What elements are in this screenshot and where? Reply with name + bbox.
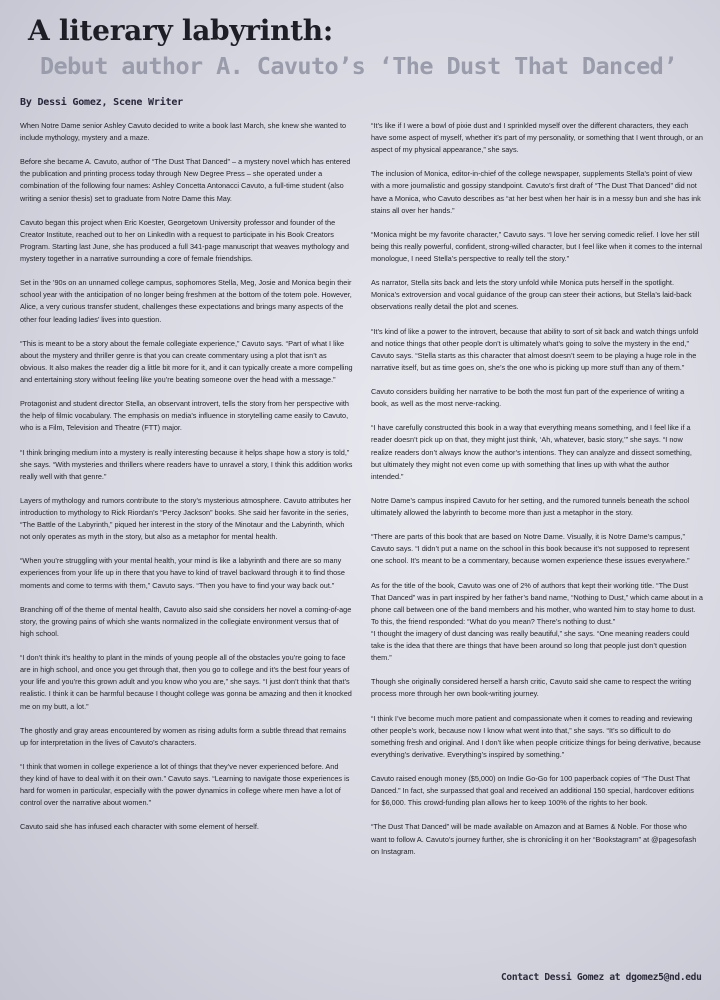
paragraph: “This is meant to be a story about the female collegiate experience,” Cavuto says. “Part of what I like about the mystery and thriller genre is that you can create commentary using a plot that isn’t as obvious. It also makes the reader dig a little bit more for it, and it can typically create a more compelling and entertaining story without feeling like you’re beating someone over the head with a message.” — [20, 338, 353, 384]
paragraph: Branching off of the theme of mental health, Cavuto also said she considers her novel a coming-of-age story, the growing pains of which she wants normalized in the collegiate environment versus that of high school. — [20, 604, 352, 638]
paragraph: Cavuto began this project when Eric Koester, Georgetown University professor and founder of the Creator Institute, reached out to her on LinkedIn with a request to participate in his Book Creators Program. Starting last June, she has produced a full 341-page manuscript that weaves mythology and mystery together in a narrative surrounding a core of female friendships. — [20, 217, 349, 264]
paragraph: “I think that women in college experience a lot of things that they’ve never experienced before. And they kind of have to deal with it on their own.” Cavuto says. “Learning to navigate those experiences is hard for women in particular, especially with the power dynamics in college where men have a lot of control over the narrative about women.” — [20, 761, 350, 808]
paragraph: “It’s like if I were a bowl of pixie dust and I sprinkled myself over the different characters, they each have some aspect of myself, whether it’s part of my personality, or something that I went through, or an aspect of my physical appearance,” she says. — [371, 121, 703, 155]
paragraph: “It’s kind of like a power to the introvert, because that ability to sort of sit back and watch things unfold and notice things that other people don’t is ultimately what’s going to solve the mystery in the end,” Cavuto says. “Stella starts as this character that almost doesn’t seem to be playing a huge role in the narrative itself, but as time goes on, she’s the one who is picking up more stuff than any of them.” — [371, 326, 699, 372]
paragraph: “I think I’ve become much more patient and compassionate when it comes to reading and reviewing other people’s work, because now I know what went into that,” she says. “It’s so difficult to do something fresh and original. And I don’t like when people criticize things for being derivative, because everything’s derivative. Everything’s inspired by something.” — [371, 713, 701, 759]
paragraph: When Notre Dame senior Ashley Cavuto decided to write a book last March, she knew she wanted to include mythology, mystery and a maze. — [20, 121, 347, 143]
paragraph: “There are parts of this book that are based on Notre Dame. Visually, it is Notre Dame’s campus,” Cavuto says. “I didn’t put a name on the school in this book because it’s not supposed to represent one school. It’s meant to be a commentary, because women experience these issues everywhere.” — [371, 532, 690, 566]
paragraph: Layers of mythology and rumors contribute to the story’s mysterious atmosphere. Cavuto attributes her introduction to mythology to Rick Riordan’s “Percy Jackson” books. She said her favorite in the series, “The Battle of the Labyrinth,” piqued her interest in the story of the Minotaur and the Labyrinth, which not only operates as myth in the story, but also as a metaphor for mental health. — [20, 495, 352, 542]
paragraph: “When you’re struggling with your mental health, your mind is like a labyrinth and there are so many experiences from your life up in there that you have to kind of travel backward through it to find those moments and come to terms with them,” Cavuto says. “Then you have to find your way back out.” — [20, 556, 345, 590]
paragraph: “Monica might be my favorite character,” Cavuto says. “I love her serving comedic relief. I love her still being this really powerful, confident, strong-willed character, but I feel like when it comes to the internal monologue, I need Stella’s perspective to really tell the story.” — [371, 229, 702, 264]
paragraph: The inclusion of Monica, editor-in-chief of the college newspaper, supplements Stella’s point of view with a more journalistic and gossipy standpoint. Cavuto’s first draft of “The Dust That Danced” did not have a Monica, who Cavuto describes as “at her best when her hair is in a messy bun and she has ink stains all over her hands.” — [371, 169, 701, 215]
paragraph: The ghostly and gray areas encountered by women as rising adults form a subtle thread that remains up for interpretation in the lives of Cavuto’s characters. — [20, 725, 347, 747]
paragraph: “I don’t think it’s healthy to plant in the minds of young people all of the obstacles you’re going to face are in high school, and once you get through that, then you go to college and it’s the best four years of your life and you’re this grown adult and you know who you are,” she says. “I just don’t think that that’s realistic. I think it can be harmful because I thought college was gonna be amazing and then it knocked me on my butt, a lot.” — [20, 653, 352, 711]
paragraph: As for the title of the book, Cavuto was one of 2% of authors that kept their working title. “The Dust That Danced” was in part inspired by her father’s band name, “Nothing to Dust,” which came about in a phone call between one of the band members and his mother, who wanted him to stay home to dust. To this, the friend responded: “What do you mean? There’s nothing to dust.” “I thought the imagery of dust dancing was really beautiful,” she says. “One meaning readers could take is the idea that there are things that have been around so long that people just don’t question them.” — [371, 580, 703, 663]
paragraph: Though she originally considered herself a harsh critic, Cavuto said she came to respect the writing process more through her own book-writing journey. — [371, 677, 692, 699]
subheadline: Debut author A. Cavuto’s ‘The Dust That Danced’ — [40, 52, 677, 80]
paragraph: “I think bringing medium into a mystery is really interesting because it helps shape how a story is told,” she says. “With mysteries and thrillers where readers have to unravel a story, I think this addition works really well with that genre.” — [20, 447, 353, 481]
paragraph: Set in the ’90s on an unnamed college campus, sophomores Stella, Meg, Josie and Monica begin their school year with the anticipation of no longer being freshmen at the bottom of the totem pole. However, Alice, a very curious transfer student, challenges these expectations and brings many aspects of the other four leading ladies’ lives into question. — [20, 278, 352, 324]
article-column-left — [20, 120, 354, 846]
contact-line: Contact Dessi Gomez at dgomez5@nd.edu — [501, 972, 702, 983]
paragraph: Protagonist and student director Stella, an observant introvert, tells the story from her perspective with the help of filmic vocabulary. The emphasis on media’s influence in storytelling came easily to Cavuto, who is a Film, Television and Theatre (FTT) major. — [20, 399, 349, 433]
paragraph: As narrator, Stella sits back and lets the story unfold while Monica puts herself in the spotlight. Monica’s extroversion and vocal guidance of the group can steer their actions, but Stella’s laid-back observations really detail the plot and scenes. — [371, 278, 692, 312]
byline: By Dessi Gomez, Scene Writer — [20, 97, 183, 108]
paragraph: Cavuto said she has infused each character with some element of herself. — [20, 822, 259, 832]
paragraph: Before she became A. Cavuto, author of “The Dust That Danced” – a mystery novel which has entered the publication and printing process today through New Degree Press – she operated under a combination of the following four names: Ashley Concetta Antonacci Cavuto, a full-time student (also writing a senior thesis) set to graduate from Notre Dame this May. — [20, 157, 351, 203]
article-column-right — [371, 120, 703, 870]
headline: A literary labyrinth: — [28, 14, 333, 47]
paragraph: Cavuto raised enough money ($5,000) on Indie Go-Go for 100 paperback copies of “The Dust That Danced.” In fact, she surpassed that goal and received an additional 150 special, hardcover editions for $6,000. This crowd-funding plan allows her to keep 100% of the rights to her book. — [371, 774, 694, 808]
paragraph: Notre Dame’s campus inspired Cavuto for her setting, and the rumored tunnels beneath the school ultimately allowed the labyrinth to become more than just a metaphor in the story. — [371, 495, 690, 517]
paragraph: Cavuto considers building her narrative to be both the most fun part of the experience of writing a book, as well as the most nerve-racking. — [371, 387, 685, 409]
paragraph: “I have carefully constructed this book in a way that everything means something, and I feel like if a reader doesn’t pick up on that, they might just think, ‘Ah, whatever, basic story,’” she says. “I now realize readers don’t always know the author’s intentions. They can analyze and dissect something, but ultimately they might not even come up with something that lines up with what the author intended.” — [371, 423, 692, 481]
paragraph: “The Dust That Danced” will be made available on Amazon and at Barnes & Noble. For those who want to follow A. Cavuto’s journey further, she is chronicling it on her “Bookstagram” at @pagesofash on Instagram. — [371, 822, 697, 856]
